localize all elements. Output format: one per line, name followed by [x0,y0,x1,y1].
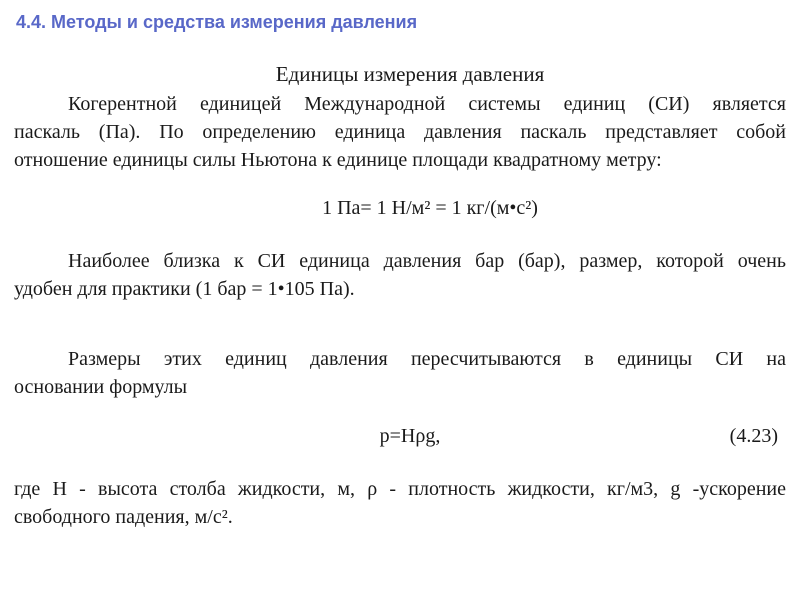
section-heading: Единицы измерения давления [275,62,545,86]
paragraph-line: отношение единицы силы Ньютона к единице площади квадратному метру: [14,149,662,171]
paragraph-line: паскаль (Па). По определению единица давления паскаль представляет собой [14,121,786,143]
page-title: 4.4. Методы и средства измерения давления [16,12,418,32]
paragraph-conversion [14,345,786,401]
formula-text: p=Hρg, [379,425,441,447]
paragraph-bar-unit [14,247,786,303]
paragraph-line: где H - высота столба жидкости, м, ρ - плотность жидкости, кг/м3, g -ускорение [14,478,786,500]
paragraph-line: Когерентной единицей Международной системы единиц (СИ) является [68,93,786,115]
formula-hydrostatic [0,425,800,448]
formula-number: (4.23) [729,425,778,447]
paragraph-line: Наиболее близка к СИ единица давления бар (бар), размер, которой очень [68,250,786,272]
paragraph-legend [14,475,786,531]
paragraph-line: удобен для практики (1 бар = 1•105 Па). [14,278,355,300]
paragraph-line: Размеры этих единиц давления пересчитываются в единицы СИ на [68,348,786,370]
paragraph-line: свободного падения, м/с². [14,506,233,528]
paragraph-line: основании формулы [14,376,188,398]
formula-pascal [0,197,800,220]
paragraph-si-unit [14,90,786,174]
formula-text: 1 Па= 1 Н/м² = 1 кг/(м•с²) [322,197,538,219]
